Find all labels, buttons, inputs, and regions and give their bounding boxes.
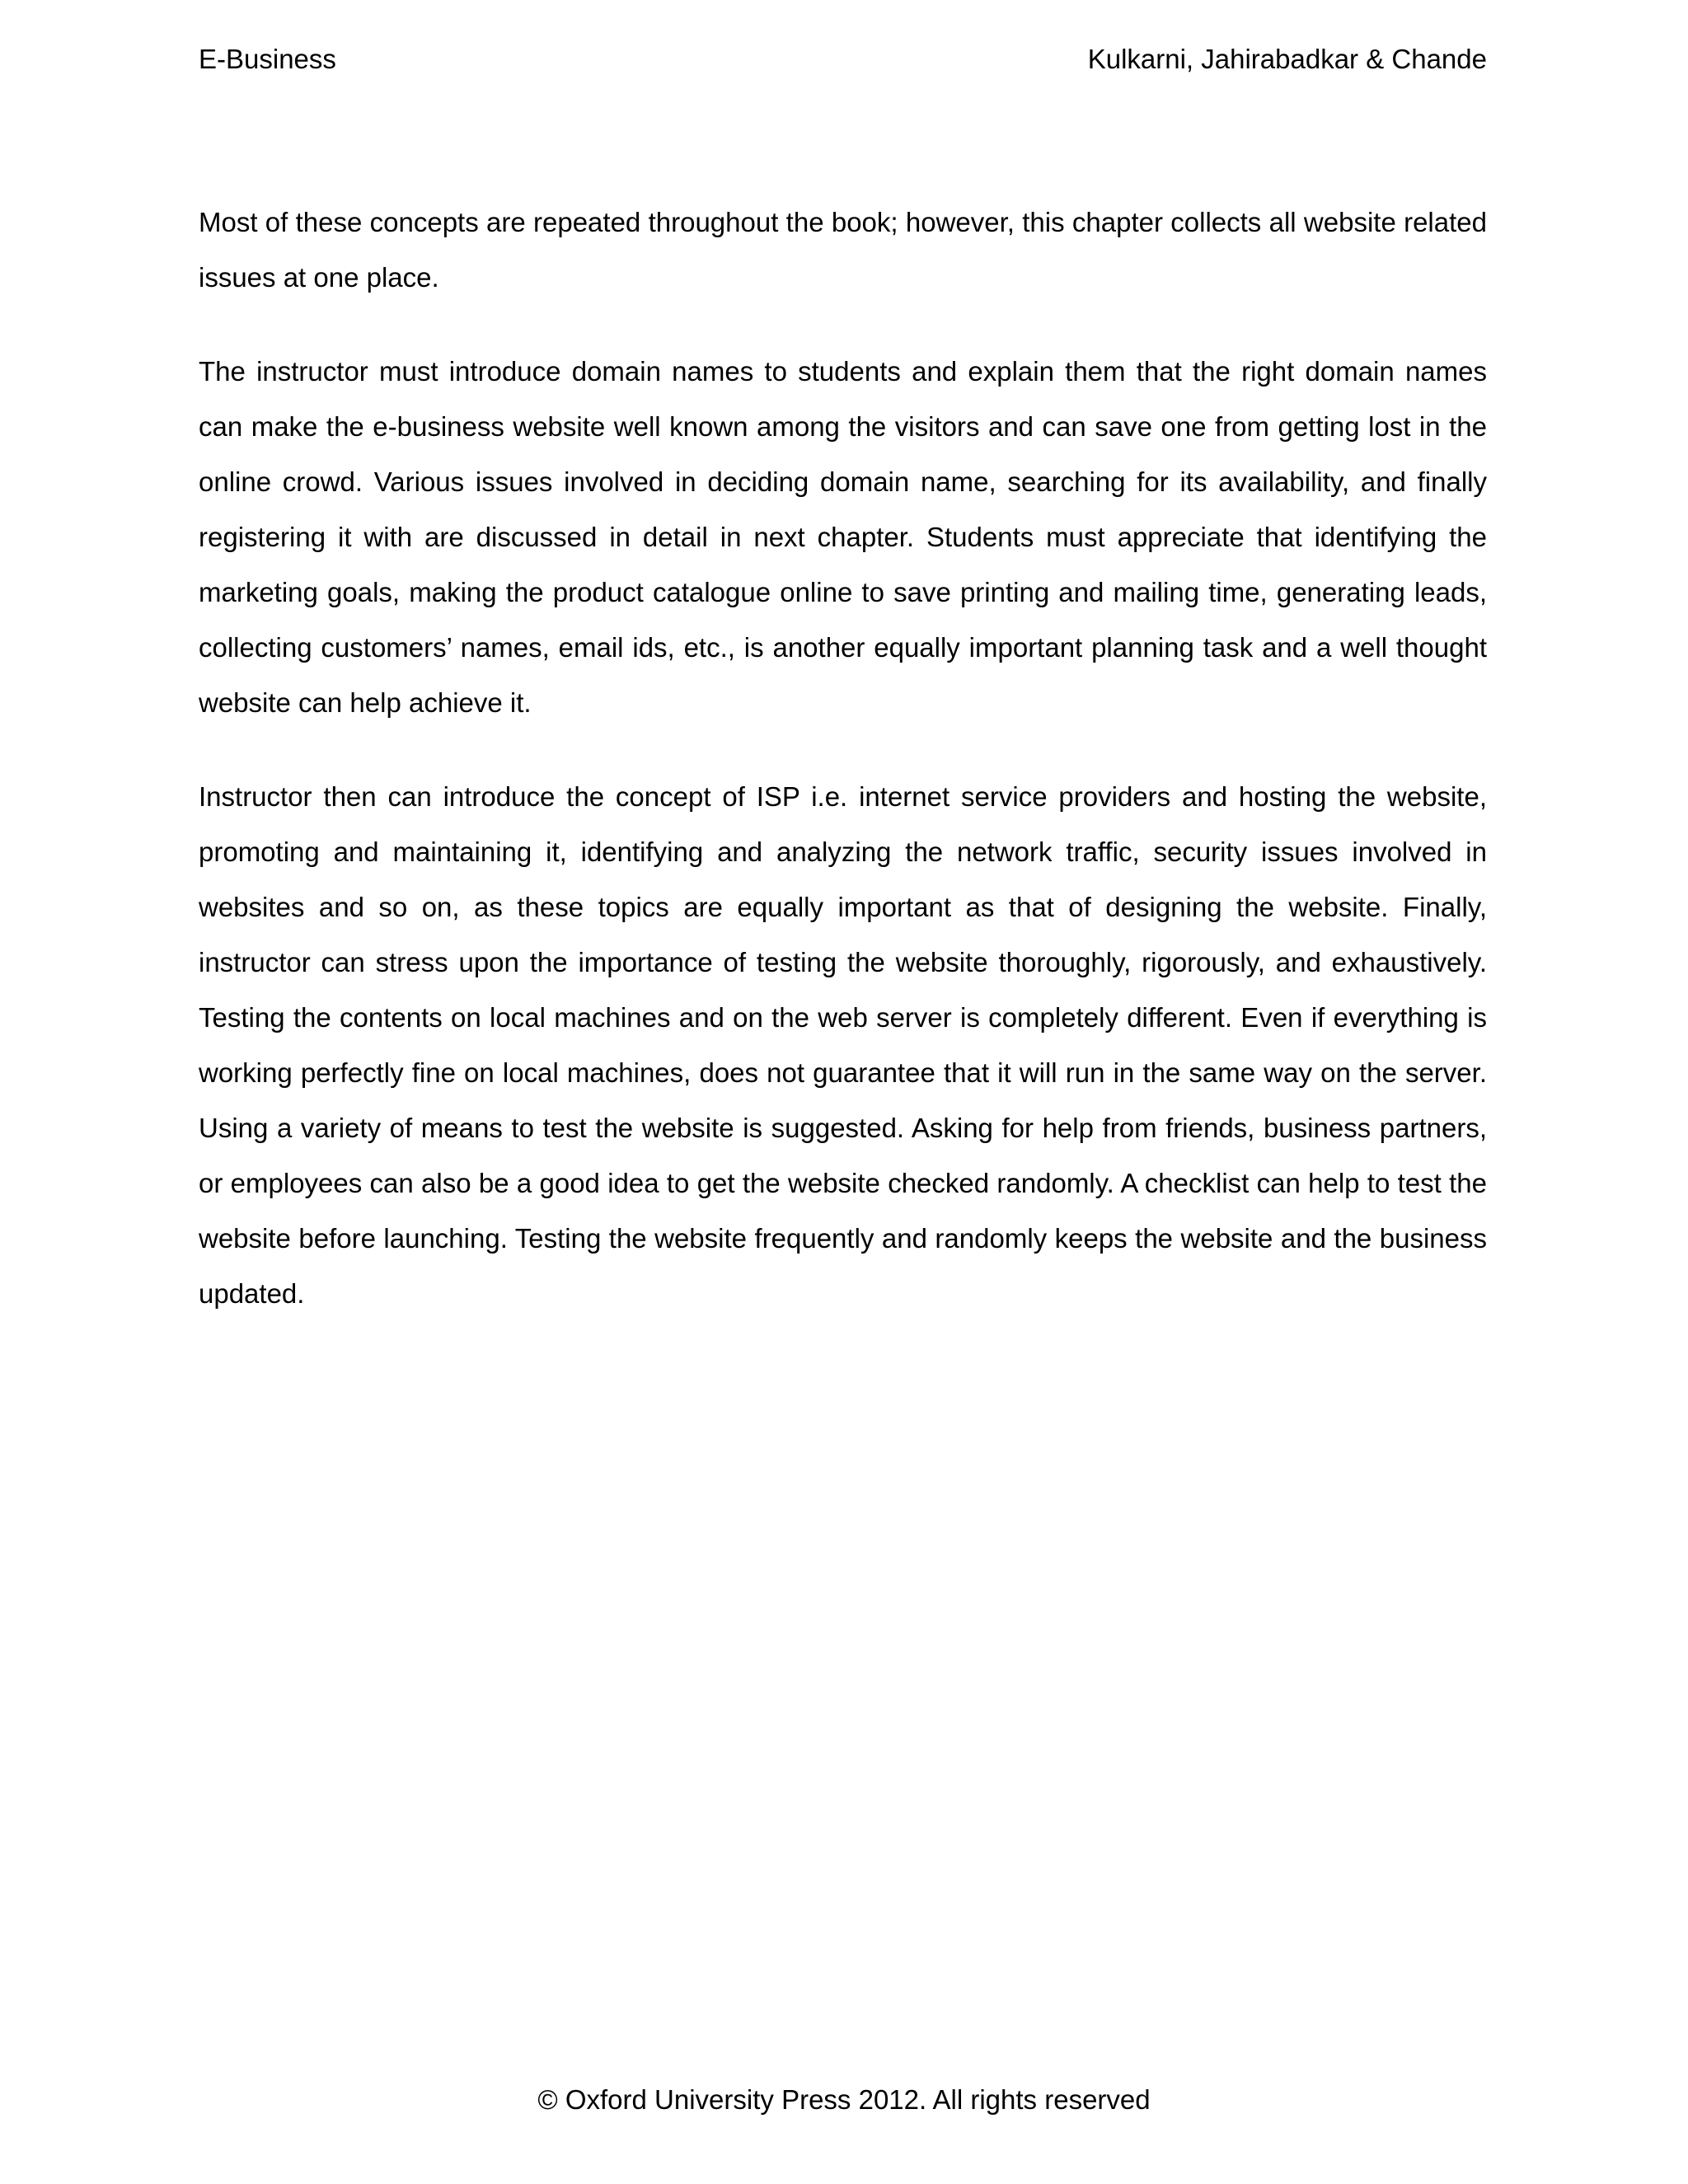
header-book-title: E-Business	[199, 44, 336, 74]
paragraph-3: Instructor then can introduce the concept of ISP i.e. internet service providers and hosting the website, promoting and maintaining it, identifying and analyzing the network traffic, security issues involved in websites and so on, as these topics are equally important as that of designing the website. Finally, instructor can stress upon the importance of testing the website thoroughly, rigorously, and exhaustively. Testing the contents on local machines and on the web server is completely different. Even if everything is working perfectly fine on local machines, does not guarantee that it will run in the same way on the server. Using a variety of means to test the website is suggested. Asking for help from friends, business partners, or employees can also be a good idea to get the website checked randomly. A checklist can help to test the website before launching. Testing the website frequently and randomly keeps the website and the business updated.	[199, 781, 1487, 1309]
paragraph-1: Most of these concepts are repeated throughout the book; however, this chapter collects all website related issues at one place.	[199, 207, 1487, 293]
header-authors: Kulkarni, Jahirabadkar & Chande	[1087, 44, 1487, 74]
page-header	[199, 41, 1487, 77]
paragraph-2: The instructor must introduce domain names to students and explain them that the right domain names can make the e-business website well known among the visitors and can save one from getting lost in the online crowd. Various issues involved in deciding domain name, searching for its availability, and finally registering it with are discussed in detail in next chapter. Students must appreciate that identifying the marketing goals, making the product catalogue online to save printing and mailing time, generating leads, collecting customers’ names, email ids, etc., is another equally important planning task and a well thought website can help achieve it.	[199, 356, 1487, 718]
body-text	[199, 194, 1487, 1360]
copyright-footer: © Oxford University Press 2012. All rights reserved	[537, 2084, 1151, 2115]
